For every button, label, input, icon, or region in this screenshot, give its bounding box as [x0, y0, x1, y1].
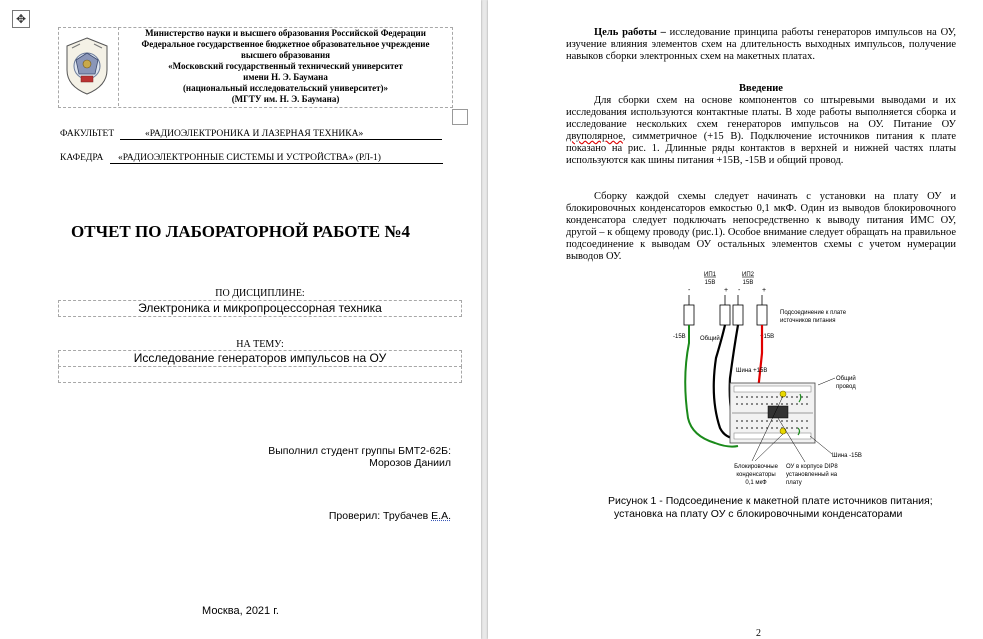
- label-op-amp-line2: установленный на: [786, 472, 838, 478]
- faculty-value: «РАДИОЭЛЕКТРОНИКА И ЛАЗЕРНАЯ ТЕХНИКА»: [120, 129, 442, 140]
- report-title: ОТЧЕТ ПО ЛАБОРАТОРНОЙ РАБОТЕ №4: [71, 222, 410, 241]
- label-minus-2: -: [738, 287, 741, 294]
- university-header-text: [120, 28, 451, 105]
- header-line-institution-type: Федеральное государственное бюджетное образовательное учреждение: [141, 39, 430, 49]
- intro-p1-part-a: Для сборки схем на основе компонентов со штыревыми выводами и их исследования используются контактные платы. В ходе работы выполняется сборка и исследование нескольких схем генераторов импульсов на ОУ. Питание ОУ: [566, 95, 956, 130]
- content-page: [488, 0, 983, 639]
- label-ip2: ИП2: [742, 272, 754, 278]
- header-line-university: «Московский государственный технический университет: [168, 61, 403, 71]
- discipline-field[interactable]: Электроника и микропроцессорная техника: [58, 300, 462, 317]
- label-caps-line2: конденсаторы: [736, 472, 776, 478]
- intro-heading: Введение: [739, 83, 783, 94]
- topic-field[interactable]: Исследование генераторов импульсов на ОУ: [58, 350, 462, 367]
- goal-label: Цель работы –: [594, 27, 666, 38]
- page-number: 2: [756, 628, 761, 639]
- label-ip1: ИП1: [704, 272, 716, 278]
- header-line-ministry: Министерство науки и высшего образования Российской Федерации: [145, 28, 426, 38]
- discipline-label: ПО ДИСЦИПЛИНЕ:: [215, 288, 305, 299]
- plug-minus15: [684, 305, 694, 325]
- callout-common-wire: [818, 378, 835, 385]
- header-table-divider: [118, 27, 119, 106]
- university-emblem-icon: [62, 36, 112, 96]
- header-line-education-level: высшего образования: [240, 50, 331, 60]
- label-common-wire: Общий: [700, 336, 720, 342]
- breadboard: [730, 383, 815, 443]
- label-connect-line1: Подсоединение к плате: [780, 310, 847, 316]
- checked-by-initials: Е.А.: [431, 510, 451, 522]
- header-line-named-after: имени Н. Э. Баумана: [243, 72, 328, 82]
- plug-common-2: [733, 305, 743, 325]
- student-name: Морозов Даниил: [369, 457, 451, 469]
- checked-by: [200, 510, 451, 522]
- label-bus-minus15: Шина -15В: [832, 453, 862, 459]
- intro-p1-part-c: , симметричное (+15 В). Подключение источников питания к плате показано на рис. 1. Длинные ряды контактов в верхней и нижней частях платы используются как шины питания +15В, -15В и общий провод.: [566, 131, 956, 166]
- label-common-wire-right-2: провод: [836, 384, 856, 390]
- bypass-capacitor-bottom: [780, 428, 786, 434]
- topic-label: НА ТЕМУ:: [236, 339, 284, 350]
- move-handle-icon[interactable]: ✥: [12, 10, 30, 28]
- goal-paragraph: [566, 27, 956, 63]
- goal-text: исследование принципа работы генераторов импульсов на ОУ, изучение влияния элементов схем на длительность выходных импульсов, получение навыков сборки электронных схем на макетных платах.: [566, 27, 956, 62]
- label-op-amp-line1: ОУ в корпусе DIP8: [786, 464, 838, 470]
- label-plus-1: +: [724, 287, 729, 294]
- label-minus-1: -: [688, 287, 691, 294]
- department-value: «РАДИОЭЛЕКТРОННЫЕ СИСТЕМЫ И УСТРОЙСТВА» (РЛ-1): [110, 153, 443, 164]
- checked-by-prefix: Проверил: Трубачев: [328, 510, 432, 522]
- faculty-label: ФАКУЛЬТЕТ: [60, 129, 115, 139]
- label-plus15-wire: +15В: [760, 334, 775, 340]
- plug-common-1: [720, 305, 730, 325]
- label-caps-line3: 0,1 мкФ: [745, 480, 767, 486]
- table-resize-handle[interactable]: [452, 109, 468, 125]
- performed-by-label: Выполнил студент группы БМТ2-62Б:: [268, 445, 451, 457]
- label-connect-line2: источников питания: [780, 318, 836, 324]
- callout-bus-minus15: [810, 436, 832, 454]
- department-label: КАФЕДРА: [60, 153, 104, 163]
- intro-paragraph-2: Сборку каждой схемы следует начинать с установки на плату ОУ и блокировочных конденсаторов емкостью 0,1 мкФ. Один из выводов блокировочного конденсатора следует подключать непосредственно к выводу питания ИМС ОУ, другой – к общему проводу (рис.1). Особое внимание следует обращать на правильное подсоединение к выводам ОУ остальных элементов схемы с учетом нумерации выводов ОУ.: [566, 191, 956, 262]
- label-common-wire-right-1: Общий: [836, 376, 856, 382]
- city-year: Москва, 2021 г.: [202, 605, 279, 617]
- intro-paragraph-1: [566, 95, 956, 167]
- figure-breadboard-connection: [670, 268, 960, 486]
- spellcheck-word[interactable]: двуполярное: [566, 131, 623, 142]
- breadboard-top-rail: [734, 386, 811, 392]
- label-ip2-voltage: 15В: [742, 280, 754, 286]
- figure-caption-line1: Рисунок 1 - Подсоединение к макетной плате источников питания;: [608, 495, 933, 507]
- label-ip1-voltage: 15В: [704, 280, 716, 286]
- label-op-amp-line3: плату: [786, 480, 802, 486]
- title-page: [0, 0, 481, 639]
- label-minus15-wire: -15В: [673, 334, 686, 340]
- header-line-abbreviation: (МГТУ им. Н. Э. Баумана): [231, 94, 340, 104]
- label-caps-line1: Блокировочные: [734, 464, 778, 470]
- figure-caption-line2: установка на плату ОУ с блокировочными конденсаторами: [614, 508, 903, 520]
- op-amp-dip8-chip: [768, 406, 788, 418]
- label-plus-2: +: [762, 287, 767, 294]
- breadboard-bottom-rail: [734, 433, 811, 439]
- topic-field-extra-line[interactable]: [58, 366, 462, 383]
- header-line-research-status: (национальный исследовательский университет)»: [182, 83, 389, 93]
- label-bus-plus15: Шина +15В: [736, 368, 768, 374]
- plug-plus15: [757, 305, 767, 325]
